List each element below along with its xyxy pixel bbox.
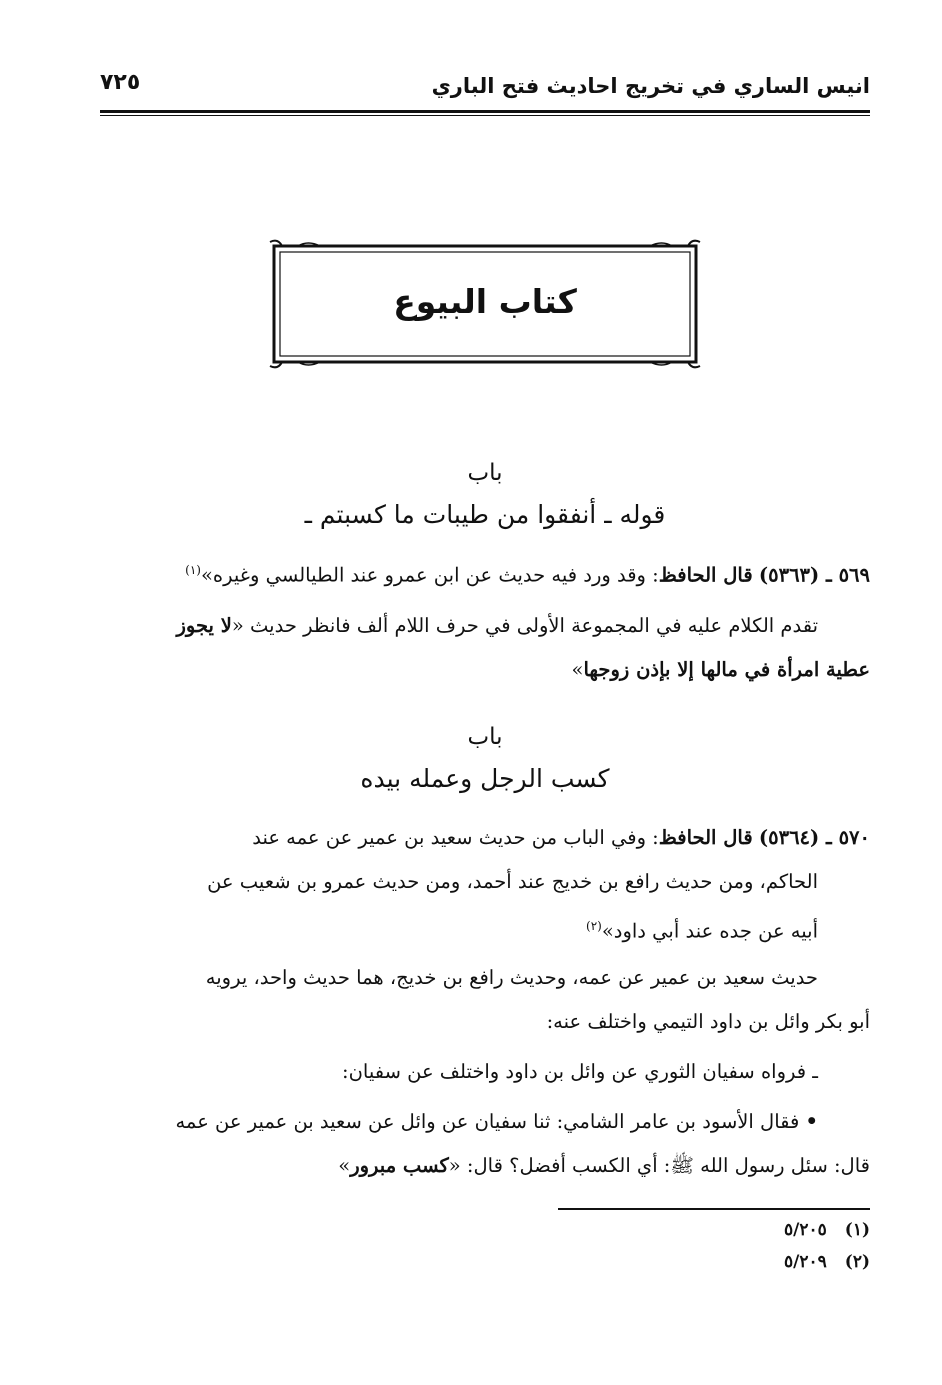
footnote-number: (١): [844, 1220, 870, 1240]
section1-entry-line: [100, 548, 870, 592]
footnote-rule: [558, 1208, 870, 1210]
entry-line-3: [100, 904, 870, 948]
commentary-line-2: [100, 648, 870, 692]
entry-text: : وفي الباب من حديث سعيد بن عمير عن عمه عند: [252, 826, 659, 849]
page-number: ٧٢٥: [100, 70, 141, 95]
section1-entry: [100, 548, 870, 592]
bullet-text: فقال الأسود بن عامر الشامي: ثنا سفيان عن وائل عن سعيد بن عمير عن عمه: [175, 1110, 800, 1133]
entry-line-1: [100, 816, 870, 860]
section2-title: كسب الرجل وعمله بيده: [360, 764, 610, 793]
bullet-icon: •: [805, 1110, 818, 1133]
entry-number: ٥٦٩ ـ (٥٣٦٣): [758, 563, 870, 587]
footnote-ref-1: (١): [185, 563, 201, 577]
footnote-ref: ٥/٢٠٩: [784, 1252, 827, 1272]
book-title: كتاب البيوع: [393, 282, 577, 321]
bullet-item-line-1: [100, 1100, 870, 1144]
bullet-item: [100, 1100, 870, 1188]
running-title: انيس الساري في تخريج احاديث فتح الباري: [431, 74, 870, 98]
section1-title: قوله ـ أنفقوا من طيبات ما كسبتم ـ: [304, 500, 666, 529]
commentary-line-2: أبو بكر وائل بن داود التيمي واختلف عنه:: [546, 1010, 870, 1033]
entry-quote: : وقد ورد فيه حديث عن ابن عمرو عند الطيالسي وغيره»: [200, 563, 659, 587]
header-rule-thin: [100, 115, 870, 116]
footnote-ref: ٥/٢٠٥: [784, 1220, 827, 1240]
entry-text: أبيه عن جده عند أبي داود»: [601, 919, 818, 943]
hadith-text: لا يجوز: [176, 614, 232, 637]
header-rule: [100, 110, 870, 113]
entry-number: ٥٧٠ ـ (٥٣٦٤): [758, 826, 870, 849]
footnote-1: [560, 1220, 870, 1252]
hadith-text: كسب مبرور: [350, 1154, 449, 1177]
section2-entry: [100, 816, 870, 948]
hadith-text: عطية امرأة في مالها إلا بإذن زوجها: [583, 658, 870, 681]
quote-close: »: [571, 658, 584, 681]
footnotes: [560, 1220, 870, 1284]
section2-bab: باب: [467, 724, 503, 750]
footnote-ref-2: (٢): [586, 919, 602, 933]
entry-speaker: قال الحافظ: [658, 563, 753, 587]
commentary-line-1: حديث سعيد بن عمير عن عمه، وحديث رافع بن خديج، هما حديث واحد، يرويه: [205, 966, 818, 989]
quote-close: »: [338, 1154, 351, 1177]
running-header: [100, 68, 870, 112]
commentary-line-1: [100, 604, 870, 648]
section1-commentary: [100, 604, 870, 692]
commentary-text: تقدم الكلام عليه في المجموعة الأولى في حرف اللام ألف فانظر حديث «: [231, 614, 818, 637]
book-title-frame: [268, 238, 702, 370]
footnote-number: (٢): [844, 1252, 870, 1272]
entry-speaker: قال الحافظ: [658, 826, 753, 849]
dash-item: [100, 1050, 870, 1094]
section1-bab: باب: [467, 460, 503, 486]
bullet-text: قال: سئل رسول الله ﷺ: أي الكسب أفضل؟ قال: «: [448, 1154, 870, 1177]
entry-line-2: الحاكم، ومن حديث رافع بن خديج عند أحمد، ومن حديث عمرو بن شعيب عن: [207, 870, 818, 893]
section2-commentary: [100, 956, 870, 1044]
bullet-item-line-2: [100, 1144, 870, 1188]
dash-item-line: ـ فرواه سفيان الثوري عن وائل بن داود واختلف عن سفيان:: [342, 1060, 818, 1083]
footnote-2: [560, 1252, 870, 1284]
